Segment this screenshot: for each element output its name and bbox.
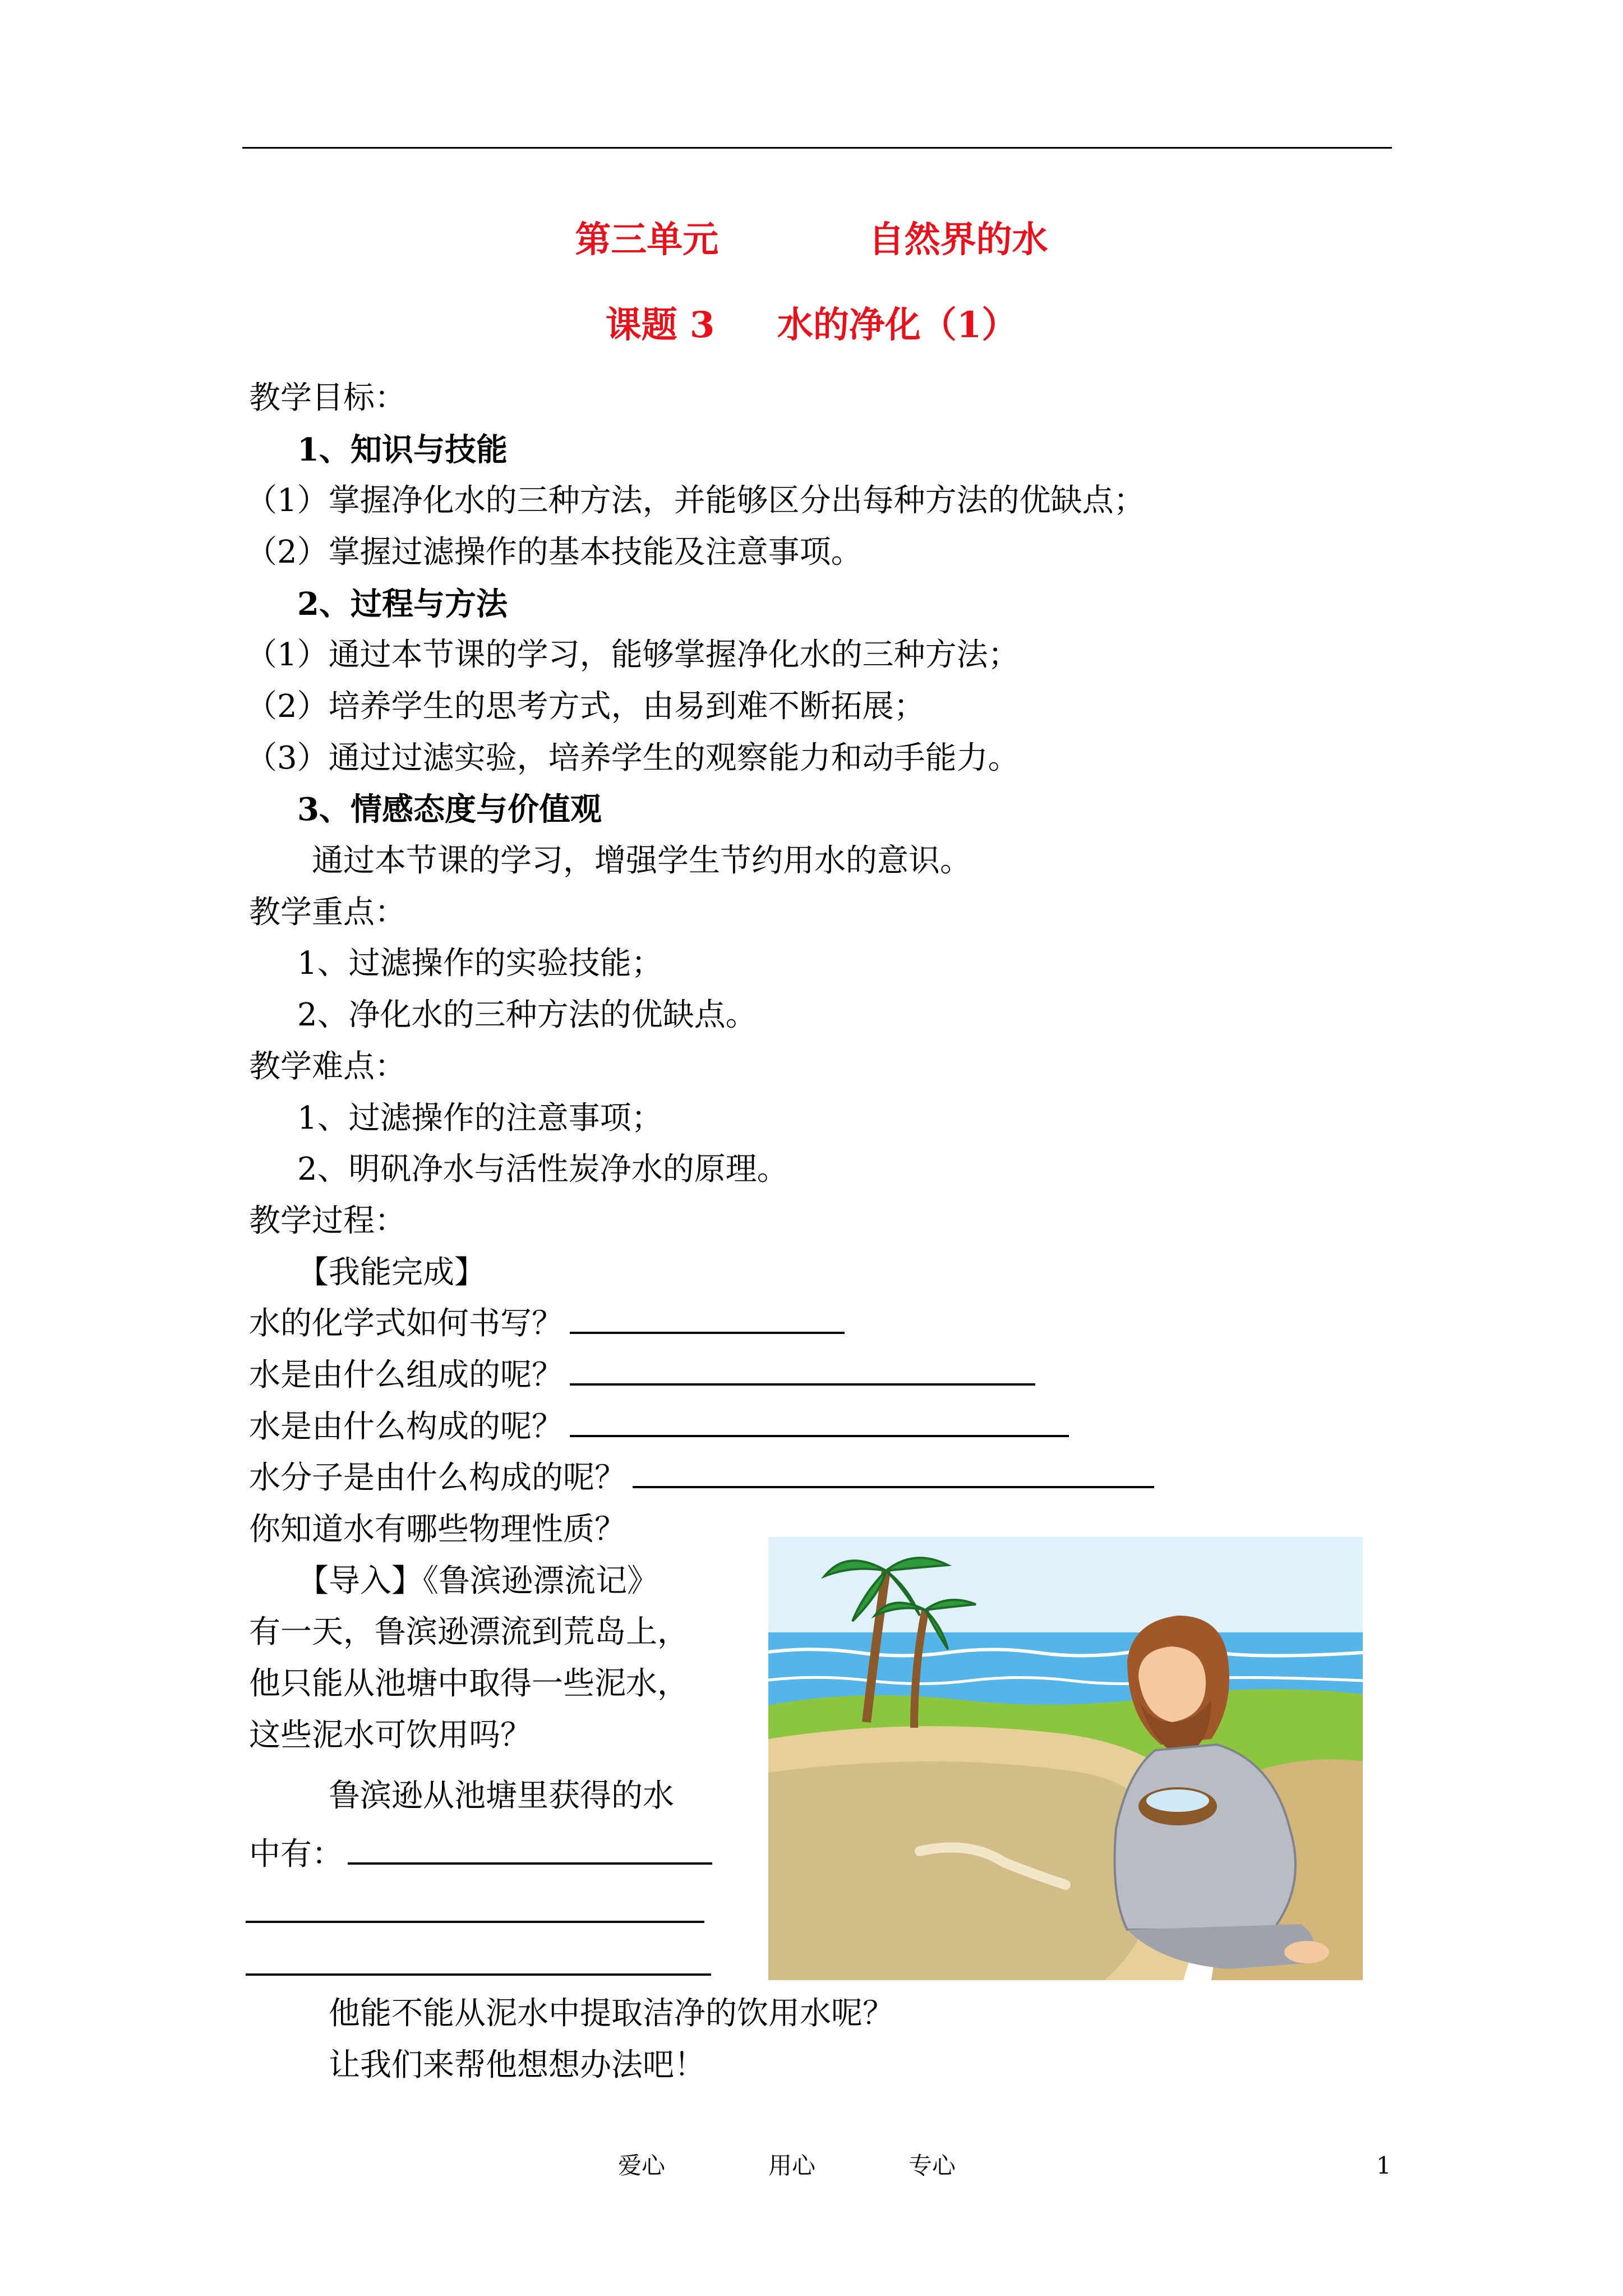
objective-section-2: 2、过程与方法 (297, 586, 508, 623)
story-line: 有一天，鲁滨逊漂流到荒岛上， (249, 1614, 689, 1650)
story-line: 他只能从池塘中取得一些泥水， (249, 1665, 689, 1702)
difficulty-item: 2、明矾净水与活性炭净水的原理。 (297, 1151, 789, 1188)
objective-section-1: 1、知识与技能 (297, 431, 508, 468)
section-heading: 【我能完成】 (297, 1254, 486, 1291)
unit-title: 第三单元 自然界的水 (575, 219, 1048, 261)
process-heading: 教学过程： (249, 1203, 406, 1239)
question-5: 你知道水有哪些物理性质？ (249, 1511, 626, 1548)
robinson-crusoe-illustration (768, 1537, 1363, 1980)
objective-section-3: 3、情感态度与价值观 (297, 791, 602, 828)
story-line: 这些泥水可饮用吗？ (249, 1717, 532, 1754)
question-text: 水分子是由什么构成的呢？ (249, 1460, 626, 1496)
answer-blank[interactable] (246, 1973, 711, 1976)
objective-item: （1）掌握净化水的三种方法，并能够区分出每种方法的优缺点； (246, 482, 1145, 519)
answer-blank[interactable] (633, 1464, 1154, 1488)
lesson-title: 课题 3 水的净化（1） (605, 304, 1018, 346)
story-line (249, 1836, 712, 1872)
question-text: 水的化学式如何书写？ (249, 1305, 563, 1342)
footer-motto: 专心 (909, 2152, 956, 2179)
question-2 (249, 1357, 1035, 1393)
closing-line: 他能不能从泥水中提取洁净的饮用水呢？ (329, 1995, 894, 2032)
bowl-water (1146, 1789, 1209, 1812)
difficulty-item: 1、过滤操作的注意事项； (297, 1100, 663, 1137)
answer-blank[interactable] (570, 1412, 1069, 1437)
answer-blank[interactable] (570, 1309, 845, 1334)
muddy-pond (768, 1761, 1162, 1980)
difficulties-heading: 教学难点： (249, 1048, 406, 1085)
question-text: 水是由什么组成的呢？ (249, 1357, 563, 1393)
answer-blank[interactable] (348, 1840, 712, 1865)
objectives-heading: 教学目标： (249, 380, 406, 416)
objective-item: （1）通过本节课的学习，能够掌握净化水的三种方法； (246, 637, 1020, 673)
footer-motto: 爱心 (618, 2152, 666, 2179)
story-line: 鲁滨逊从池塘里获得的水 (329, 1778, 674, 1814)
key-point-item: 1、过滤操作的实验技能； (297, 945, 663, 982)
objective-item: （3）通过过滤实验，培养学生的观察能力和动手能力。 (246, 740, 1020, 776)
man-foot (1284, 1941, 1329, 1963)
header-rule (242, 147, 1392, 149)
objective-item: 通过本节课的学习，增强学生节约用水的意识。 (312, 843, 971, 879)
question-3 (249, 1411, 1069, 1443)
objective-item: （2）培养学生的思考方式，由易到难不断拓展； (246, 688, 925, 725)
closing-line: 让我们来帮他想想办法吧！ (329, 2047, 706, 2083)
intro-heading: 【导入】《鲁滨逊漂流记》 (297, 1563, 658, 1599)
sky-background (768, 1537, 1363, 1632)
answer-blank[interactable] (570, 1361, 1035, 1386)
objective-item: （2）掌握过滤操作的基本技能及注意事项。 (246, 534, 863, 570)
question-4 (249, 1462, 1154, 1494)
answer-blank[interactable] (246, 1921, 704, 1923)
page-number: 1 (1376, 2152, 1391, 2179)
key-point-item: 2、净化水的三种方法的优缺点。 (297, 997, 757, 1033)
question-1 (249, 1305, 845, 1342)
question-text: 水是由什么构成的呢？ (249, 1409, 563, 1445)
footer-motto: 用心 (768, 2152, 816, 2179)
story-text: 中有： (249, 1836, 343, 1872)
key-points-heading: 教学重点： (249, 894, 406, 931)
